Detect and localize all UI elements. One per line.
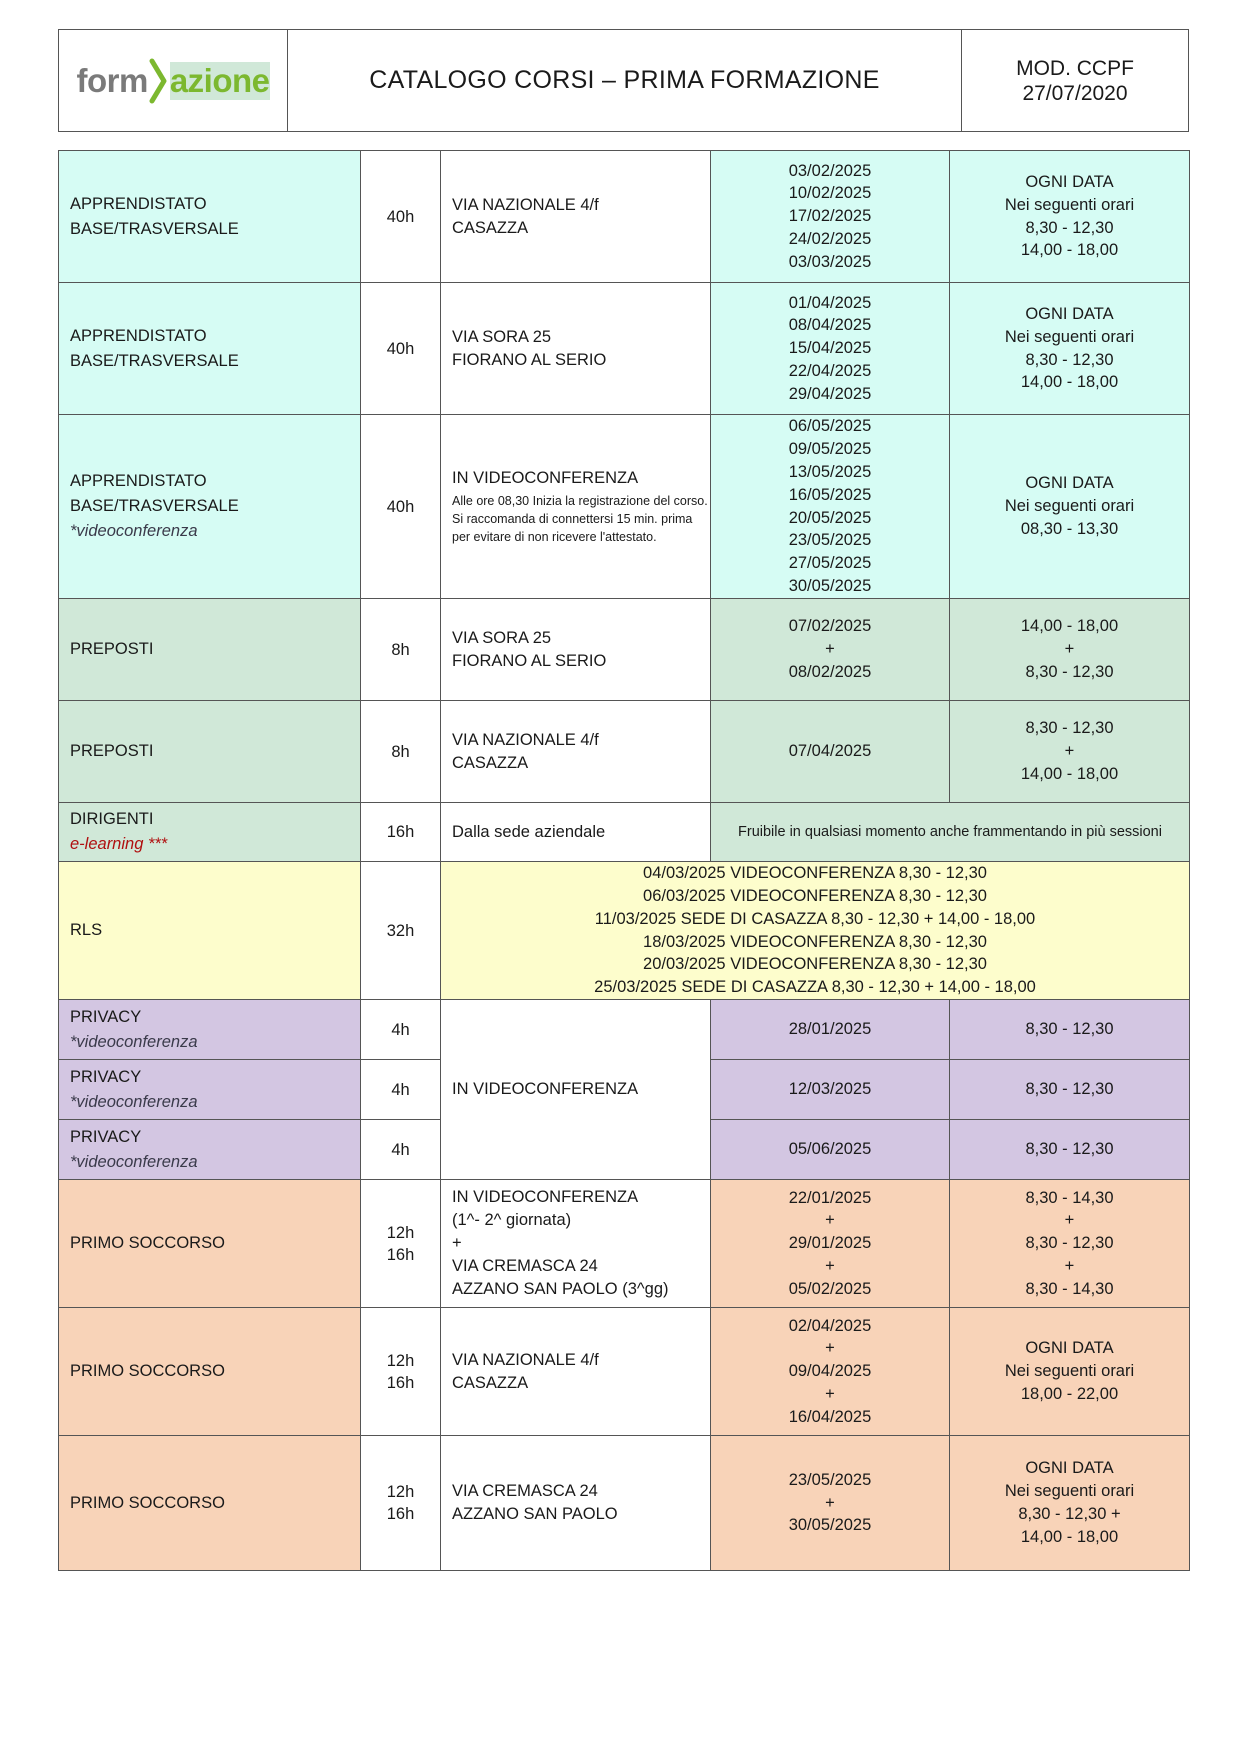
text-line: OGNI DATA [1025, 172, 1114, 191]
course-location-lines [452, 467, 710, 490]
text-line: Nei seguenti orari [1004, 1362, 1135, 1381]
course-times [950, 1000, 1190, 1060]
course-hours: 4h [361, 1000, 441, 1060]
course-dates [711, 283, 950, 415]
course-hours: 32h [361, 862, 441, 1000]
text-line: IN VIDEOCONFERENZA [452, 1188, 639, 1206]
text-line: 17/02/2025 [788, 207, 872, 226]
text-line: PRIVACY [70, 1007, 142, 1026]
text-line: 8,30 - 14,30 [1025, 1188, 1114, 1207]
rls-session: 20/03/2025 VIDEOCONFERENZA 8,30 - 12,30 [643, 955, 987, 974]
text-line: 8,30 - 14,30 [1025, 1279, 1114, 1298]
text-line: 27/05/2025 [788, 554, 872, 573]
logo-bracket-icon [149, 57, 169, 105]
text-line: 07/04/2025 [788, 742, 872, 761]
table-row [59, 701, 1190, 803]
course-location [441, 283, 711, 415]
course-times [950, 151, 1190, 283]
text-line: 10/02/2025 [788, 184, 872, 203]
text-line: 12/03/2025 [788, 1080, 872, 1099]
course-dates [711, 1308, 950, 1436]
text-line: + [825, 1493, 835, 1512]
course-location [441, 701, 711, 803]
text-line: Nei seguenti orari [1004, 497, 1135, 516]
text-line: 05/06/2025 [788, 1140, 872, 1159]
course-table [58, 150, 1190, 1571]
course-name-lines [70, 1005, 360, 1030]
text-line: 18,00 - 22,00 [1020, 1384, 1119, 1403]
text-line: 8,30 - 12,30 [1025, 1080, 1114, 1099]
text-line: + [1064, 742, 1075, 761]
course-name-lines [70, 1125, 360, 1150]
text-line: 8,30 - 12,30 [1025, 662, 1114, 681]
course-name [59, 1120, 361, 1180]
text-line: (1^- 2^ giornata) [452, 1211, 572, 1229]
course-times [950, 1308, 1190, 1436]
text-line: + [1064, 640, 1075, 659]
course-hours: 16h [361, 803, 441, 862]
course-name [59, 1308, 361, 1436]
text-line: 07/02/2025 [788, 617, 872, 636]
course-name [59, 599, 361, 701]
course-hours: 40h [361, 151, 441, 283]
text-line: PRIVACY [70, 1067, 142, 1086]
text-line: 16/04/2025 [788, 1407, 872, 1426]
text-line: 8,30 - 12,30 [1025, 1234, 1114, 1253]
module-date: 27/07/2020 [1022, 81, 1128, 105]
text-line: Nei seguenti orari [1004, 327, 1135, 346]
table-row [59, 1000, 1190, 1060]
text-line: + [452, 1234, 462, 1252]
course-name [59, 1180, 361, 1308]
course-times [950, 415, 1190, 599]
text-line: CASAZZA [452, 753, 529, 772]
text-line: + [825, 1339, 835, 1358]
text-line: 08/02/2025 [788, 662, 872, 681]
text-line: OGNI DATA [1025, 1339, 1114, 1358]
text-line: 14,00 - 18,00 [1020, 764, 1119, 783]
text-line: 14,00 - 18,00 [1020, 617, 1119, 636]
table-row [59, 1180, 1190, 1308]
text-line: 09/05/2025 [788, 440, 872, 459]
text-line: IN VIDEOCONFERENZA [452, 469, 639, 487]
course-location [441, 1308, 711, 1436]
text-line: + [825, 1211, 835, 1230]
course-hours: 40h [361, 415, 441, 599]
course-location [441, 1436, 711, 1571]
text-line: PRIVACY [70, 1127, 142, 1146]
course-name-lines [70, 807, 360, 832]
table-row [59, 862, 1190, 1000]
text-line: 02/04/2025 [788, 1316, 872, 1335]
course-hours [361, 1436, 441, 1571]
course-name [59, 803, 361, 862]
text-line: VIA CREMASCA 24 [452, 1482, 598, 1500]
text-line: DIRIGENTI [70, 810, 154, 828]
course-times [950, 1120, 1190, 1180]
text-line: OGNI DATA [1025, 1459, 1114, 1478]
text-line: BASE/TRASVERSALE [70, 351, 239, 370]
text-line: 12h [386, 1351, 415, 1370]
text-line: CASAZZA [452, 218, 529, 237]
course-mode: *videoconferenza [70, 1092, 198, 1111]
rls-schedule [441, 862, 1190, 1000]
course-times [950, 1060, 1190, 1120]
document-header [58, 29, 1189, 132]
course-times [950, 1436, 1190, 1571]
course-dates [711, 1000, 950, 1060]
course-dates [711, 1120, 950, 1180]
text-line: CASAZZA [452, 1373, 529, 1392]
rls-session: 11/03/2025 SEDE DI CASAZZA 8,30 - 12,30 + 14,00 - 18,00 [594, 909, 1036, 928]
text-line: 12h [386, 1223, 415, 1242]
course-hours [361, 1308, 441, 1436]
text-line: + [1064, 1211, 1075, 1230]
text-line: 22/04/2025 [788, 361, 872, 380]
text-line: 8,30 - 12,30 [1025, 218, 1114, 237]
page-title: CATALOGO CORSI – PRIMA FORMAZIONE [288, 30, 962, 131]
course-hours: 8h [361, 701, 441, 803]
table-row [59, 283, 1190, 415]
course-location: IN VIDEOCONFERENZA [441, 1000, 711, 1180]
text-line: 03/02/2025 [788, 161, 872, 180]
text-line: VIA NAZIONALE 4/f [452, 730, 599, 749]
course-name [59, 701, 361, 803]
text-line: 12h [386, 1483, 415, 1501]
text-line: APPRENDISTATO [70, 194, 207, 213]
text-line: Nei seguenti orari [1004, 1482, 1135, 1501]
logo-cell [59, 30, 288, 131]
text-line: VIA SORA 25 [452, 628, 552, 647]
text-line: 24/02/2025 [788, 229, 872, 248]
table-row [59, 1436, 1190, 1571]
text-line: 16h [386, 1505, 415, 1523]
text-line: + [1064, 1256, 1075, 1275]
course-hours: 8h [361, 599, 441, 701]
text-line: 20/05/2025 [788, 508, 872, 527]
text-line: PRIMO SOCCORSO [70, 1493, 225, 1512]
rls-session: 06/03/2025 VIDEOCONFERENZA 8,30 - 12,30 [643, 886, 987, 905]
rls-session: 18/03/2025 VIDEOCONFERENZA 8,30 - 12,30 [643, 932, 987, 951]
text-line: 29/01/2025 [788, 1234, 872, 1253]
text-line: BASE/TRASVERSALE [70, 219, 239, 238]
course-availability: Fruibile in qualsiasi momento anche frammentando in più sessioni [711, 803, 1190, 862]
course-hours: 4h [361, 1120, 441, 1180]
course-name [59, 151, 361, 283]
text-line: 8,30 - 12,30 + [1018, 1505, 1121, 1523]
text-line: VIA SORA 25 [452, 327, 552, 346]
text-line: 16/05/2025 [788, 485, 872, 504]
text-line: RLS [70, 921, 103, 939]
course-dates [711, 701, 950, 803]
course-location [441, 415, 711, 599]
course-mode: *videoconferenza [70, 522, 198, 540]
text-line: 05/02/2025 [788, 1279, 872, 1298]
course-location [441, 803, 711, 862]
text-line: 03/03/2025 [788, 252, 872, 271]
text-line: AZZANO SAN PAOLO (3^gg) [452, 1280, 669, 1298]
text-line: APPRENDISTATO [70, 326, 207, 345]
course-location [441, 151, 711, 283]
course-times [950, 599, 1190, 701]
text-line: FIORANO AL SERIO [452, 350, 607, 369]
text-line: BASE/TRASVERSALE [70, 497, 239, 515]
course-times [950, 1180, 1190, 1308]
module-info [962, 30, 1188, 131]
logo-text-form: form [76, 61, 148, 99]
table-row [59, 151, 1190, 283]
course-times [950, 701, 1190, 803]
course-location [441, 599, 711, 701]
text-line: 06/05/2025 [788, 417, 872, 436]
course-mode: e-learning *** [70, 835, 168, 853]
text-line: PREPOSTI [70, 742, 154, 760]
course-name [59, 283, 361, 415]
rls-session: 25/03/2025 SEDE DI CASAZZA 8,30 - 12,30 + 14,00 - 18,00 [594, 978, 1036, 997]
course-dates [711, 1180, 950, 1308]
text-line: 16h [386, 1373, 415, 1392]
text-line: 14,00 - 18,00 [1020, 373, 1119, 392]
course-name [59, 1000, 361, 1060]
course-name-lines [70, 469, 360, 519]
text-line: + [825, 1384, 835, 1403]
text-line: 15/04/2025 [788, 339, 872, 358]
text-line: PRIMO SOCCORSO [70, 1234, 225, 1252]
text-line: AZZANO SAN PAOLO [452, 1505, 618, 1523]
course-name [59, 415, 361, 599]
text-line: 01/04/2025 [788, 293, 872, 312]
course-name [59, 1436, 361, 1571]
course-location-note: Alle ore 08,30 Inizia la registrazione del corso. Si raccomanda di connettersi 15 min. prima per evitare di non ricevere l'attestato. [452, 494, 708, 544]
text-line: VIA NAZIONALE 4/f [452, 1350, 599, 1369]
text-line: 08/04/2025 [788, 316, 872, 335]
text-line: OGNI DATA [1025, 474, 1114, 493]
text-line: OGNI DATA [1025, 304, 1114, 323]
text-line: 13/05/2025 [788, 462, 872, 481]
text-line: + [825, 1256, 835, 1275]
text-line: APPRENDISTATO [70, 472, 207, 490]
text-line: 30/05/2025 [788, 576, 872, 595]
text-line: 14,00 - 18,00 [1020, 241, 1119, 260]
text-line: 8,30 - 12,30 [1025, 350, 1114, 369]
text-line: 09/04/2025 [788, 1362, 872, 1381]
text-line: PREPOSTI [70, 640, 154, 658]
text-line: 8,30 - 12,30 [1025, 719, 1114, 738]
text-line: VIA CREMASCA 24 [452, 1257, 598, 1275]
rls-session: 04/03/2025 VIDEOCONFERENZA 8,30 - 12,30 [643, 864, 987, 883]
course-hours: 4h [361, 1060, 441, 1120]
table-row [59, 599, 1190, 701]
text-line: 8,30 - 12,30 [1025, 1140, 1114, 1159]
course-dates [711, 1436, 950, 1571]
module-code: MOD. CCPF [1016, 56, 1134, 80]
table-row [59, 415, 1190, 599]
text-line: 22/01/2025 [788, 1188, 872, 1207]
course-name [59, 1060, 361, 1120]
text-line: 29/04/2025 [788, 384, 872, 403]
course-mode: *videoconferenza [70, 1032, 198, 1051]
course-hours [361, 1180, 441, 1308]
text-line: 08,30 - 13,30 [1020, 519, 1119, 538]
text-line: PRIMO SOCCORSO [70, 1362, 225, 1380]
course-dates [711, 151, 950, 283]
text-line: 14,00 - 18,00 [1020, 1527, 1119, 1546]
course-dates [711, 1060, 950, 1120]
course-mode: *videoconferenza [70, 1152, 198, 1171]
course-location [441, 1180, 711, 1308]
text-line: 16h [386, 1245, 415, 1264]
text-line: 8,30 - 12,30 [1025, 1020, 1114, 1039]
course-times [950, 283, 1190, 415]
formazione-logo [76, 57, 269, 105]
course-hours: 40h [361, 283, 441, 415]
text-line: Nei seguenti orari [1004, 195, 1135, 214]
text-line: 28/01/2025 [788, 1020, 872, 1039]
table-row [59, 803, 1190, 862]
course-name-lines [70, 1065, 360, 1090]
course-name [59, 862, 361, 1000]
text-line: Dalla sede aziendale [452, 822, 606, 841]
course-dates [711, 415, 950, 599]
course-dates [711, 599, 950, 701]
text-line: FIORANO AL SERIO [452, 651, 607, 670]
text-line: 30/05/2025 [788, 1516, 872, 1535]
text-line: VIA NAZIONALE 4/f [452, 195, 599, 214]
text-line: + [825, 640, 835, 659]
text-line: 23/05/2025 [788, 1470, 872, 1489]
text-line: 23/05/2025 [788, 531, 872, 550]
table-row [59, 1308, 1190, 1436]
logo-text-azione: azione [169, 61, 270, 99]
